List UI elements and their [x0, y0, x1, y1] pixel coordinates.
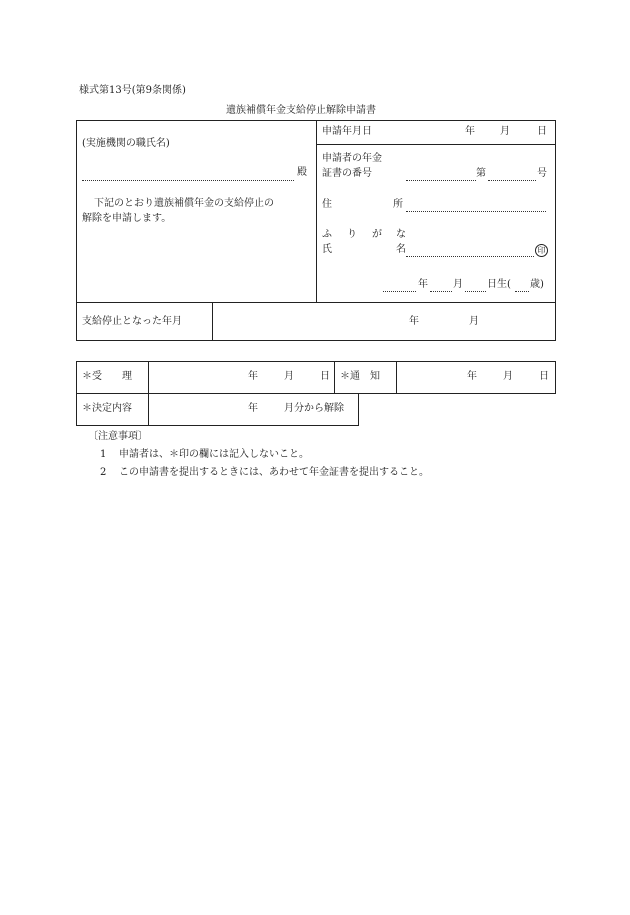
page-title: 遺族補償年金支給停止解除申請書 — [226, 105, 376, 116]
suspension-month-unit: 月 — [469, 316, 479, 327]
suspension-label: 支給停止となった年月 — [82, 316, 182, 327]
birth-year-unit: 年 — [418, 279, 428, 290]
notes-heading: 〔注意事項〕 — [88, 431, 148, 442]
suspension-year-unit: 年 — [409, 316, 419, 327]
date-day-unit: 日 — [537, 126, 547, 137]
furigana-char-1: ふ — [322, 229, 332, 240]
stop-row-divider — [76, 302, 556, 303]
date-row-divider — [316, 144, 556, 145]
name-line[interactable] — [406, 256, 534, 257]
note-number: 2 — [100, 467, 107, 478]
furigana-char-2: り — [347, 229, 357, 240]
certificate-go: 号 — [537, 168, 547, 179]
receipt-month-unit: 月 — [284, 371, 294, 382]
receipt-label: ＊受 理 — [82, 371, 132, 382]
receipt-day-unit: 日 — [320, 371, 330, 382]
date-month-unit: 月 — [500, 126, 510, 137]
certificate-dai: 第 — [476, 168, 486, 179]
stop-label-divider — [212, 302, 213, 341]
birth-month-unit: 月 — [453, 279, 463, 290]
age-line[interactable] — [515, 291, 529, 292]
office-label-divider — [148, 361, 149, 426]
certificate-number-label: 申請者の年金 — [322, 153, 382, 164]
office-receipt-divider — [334, 361, 335, 394]
certificate-number-label-cont: 証書の番号 — [322, 168, 372, 179]
address-label-ju: 住 — [322, 199, 332, 210]
seal-mark-icon: 印 — [535, 244, 548, 257]
age-unit: 歳) — [530, 279, 544, 290]
name-label-mei: 名 — [396, 244, 406, 255]
application-statement: 下記のとおり遺族補償年金の支給停止の — [94, 198, 274, 209]
birth-day-unit: 日生( — [487, 279, 511, 290]
agency-name-line[interactable] — [82, 180, 294, 181]
birth-day-line[interactable] — [465, 291, 486, 292]
decision-year-unit: 年 — [248, 403, 258, 414]
certificate-number-line[interactable] — [488, 180, 536, 181]
agency-label: (実施機関の職氏名) — [82, 138, 170, 149]
furigana-char-4: な — [396, 229, 406, 240]
note-number: 1 — [100, 449, 107, 460]
address-line[interactable] — [406, 211, 546, 212]
form-number: 様式第13号(第9条関係) — [79, 85, 186, 96]
birth-year-line[interactable] — [383, 291, 416, 292]
notice-year-unit: 年 — [467, 371, 477, 382]
certificate-prefix-line[interactable] — [406, 180, 476, 181]
notice-month-unit: 月 — [503, 371, 513, 382]
office-notice-divider — [396, 361, 397, 394]
decision-month-text: 月分から解除 — [284, 403, 344, 414]
address-label-sho: 所 — [393, 199, 403, 210]
application-date-label: 申請年月日 — [322, 126, 372, 137]
application-statement-cont: 解除を申請します。 — [82, 213, 172, 224]
name-label-shi: 氏 — [322, 244, 332, 255]
note-text: 申請者は、＊印の欄には記入しないこと。 — [119, 449, 309, 460]
notice-label: ＊通 知 — [340, 371, 380, 382]
note-text: この申請書を提出するときには、あわせて年金証書を提出すること。 — [119, 467, 429, 478]
receipt-year-unit: 年 — [248, 371, 258, 382]
furigana-char-3: が — [372, 229, 382, 240]
notice-day-unit: 日 — [539, 371, 549, 382]
decision-label: ＊決定内容 — [82, 403, 132, 414]
honorific-dono: 殿 — [297, 167, 307, 178]
column-divider — [316, 120, 317, 303]
birth-month-line[interactable] — [430, 291, 452, 292]
date-year-unit: 年 — [465, 126, 475, 137]
